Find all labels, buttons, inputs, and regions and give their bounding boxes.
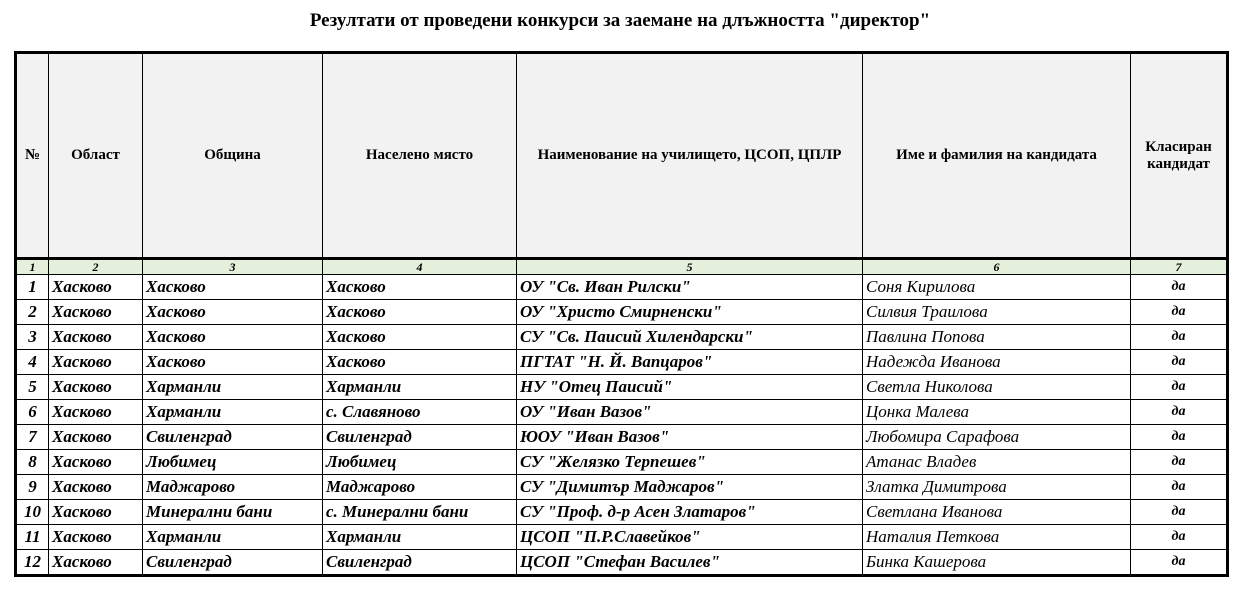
column-number: 5 — [517, 259, 863, 275]
candidate-cell: Златка Димитрова — [863, 475, 1131, 500]
column-number: 6 — [863, 259, 1131, 275]
ranked-cell: да — [1131, 450, 1228, 475]
region-cell: Хасково — [49, 375, 143, 400]
row-number: 5 — [16, 375, 49, 400]
settlement-cell: Хасково — [323, 350, 517, 375]
results-table — [14, 51, 1229, 577]
region-cell: Хасково — [49, 500, 143, 525]
ranked-cell: да — [1131, 350, 1228, 375]
candidate-cell: Наталия Петкова — [863, 525, 1131, 550]
municipality-cell: Свиленград — [143, 425, 323, 450]
table-row — [16, 425, 1228, 450]
table-row — [16, 550, 1228, 576]
column-number: 7 — [1131, 259, 1228, 275]
settlement-cell: Свиленград — [323, 550, 517, 576]
school-cell: СУ "Проф. д-р Асен Златаров" — [517, 500, 863, 525]
table-row — [16, 450, 1228, 475]
municipality-cell: Хасково — [143, 325, 323, 350]
settlement-cell: Харманли — [323, 375, 517, 400]
region-cell: Хасково — [49, 300, 143, 325]
ranked-cell: да — [1131, 275, 1228, 300]
school-cell: ОУ "Св. Иван Рилски" — [517, 275, 863, 300]
row-number: 1 — [16, 275, 49, 300]
table-row — [16, 325, 1228, 350]
candidate-cell: Силвия Траилова — [863, 300, 1131, 325]
header-candidate-name: Име и фамилия на кандидата — [863, 53, 1131, 259]
header-ranked-candidate: Класиран кандидат — [1131, 53, 1228, 259]
header-settlement: Населено място — [323, 53, 517, 259]
municipality-cell: Хасково — [143, 275, 323, 300]
table-row — [16, 400, 1228, 425]
school-cell: ОУ "Христо Смирненски" — [517, 300, 863, 325]
ranked-cell: да — [1131, 325, 1228, 350]
municipality-cell: Маджарово — [143, 475, 323, 500]
table-row — [16, 275, 1228, 300]
ranked-cell: да — [1131, 425, 1228, 450]
row-number: 11 — [16, 525, 49, 550]
region-cell: Хасково — [49, 400, 143, 425]
row-number: 8 — [16, 450, 49, 475]
municipality-cell: Харманли — [143, 400, 323, 425]
ranked-cell: да — [1131, 525, 1228, 550]
column-number-row — [16, 259, 1228, 275]
ranked-cell: да — [1131, 500, 1228, 525]
candidate-cell: Павлина Попова — [863, 325, 1131, 350]
settlement-cell: Хасково — [323, 300, 517, 325]
table-row — [16, 525, 1228, 550]
candidate-cell: Любомира Сарафова — [863, 425, 1131, 450]
candidate-cell: Атанас Владев — [863, 450, 1131, 475]
region-cell: Хасково — [49, 475, 143, 500]
ranked-cell: да — [1131, 475, 1228, 500]
municipality-cell: Минерални бани — [143, 500, 323, 525]
table-row — [16, 475, 1228, 500]
settlement-cell: Свиленград — [323, 425, 517, 450]
settlement-cell: Маджарово — [323, 475, 517, 500]
candidate-cell: Светла Николова — [863, 375, 1131, 400]
school-cell: ЮОУ "Иван Вазов" — [517, 425, 863, 450]
candidate-cell: Соня Кирилова — [863, 275, 1131, 300]
row-number: 3 — [16, 325, 49, 350]
row-number: 9 — [16, 475, 49, 500]
ranked-cell: да — [1131, 550, 1228, 576]
header-number: № — [16, 53, 49, 259]
table-row — [16, 350, 1228, 375]
ranked-cell: да — [1131, 400, 1228, 425]
school-cell: СУ "Димитър Маджаров" — [517, 475, 863, 500]
school-cell: ОУ "Иван Вазов" — [517, 400, 863, 425]
row-number: 2 — [16, 300, 49, 325]
municipality-cell: Свиленград — [143, 550, 323, 576]
municipality-cell: Хасково — [143, 350, 323, 375]
table-row — [16, 500, 1228, 525]
settlement-cell: с. Славяново — [323, 400, 517, 425]
candidate-cell: Бинка Кашерова — [863, 550, 1131, 576]
region-cell: Хасково — [49, 350, 143, 375]
region-cell: Хасково — [49, 450, 143, 475]
row-number: 10 — [16, 500, 49, 525]
header-municipality: Община — [143, 53, 323, 259]
school-cell: НУ "Отец Паисий" — [517, 375, 863, 400]
column-number: 2 — [49, 259, 143, 275]
municipality-cell: Любимец — [143, 450, 323, 475]
page-title: Резултати от проведени конкурси за заемане на длъжността "директор" — [309, 10, 931, 31]
candidate-cell: Цонка Малева — [863, 400, 1131, 425]
column-number: 4 — [323, 259, 517, 275]
region-cell: Хасково — [49, 325, 143, 350]
region-cell: Хасково — [49, 525, 143, 550]
row-number: 7 — [16, 425, 49, 450]
municipality-cell: Харманли — [143, 375, 323, 400]
region-cell: Хасково — [49, 425, 143, 450]
candidate-cell: Надежда Иванова — [863, 350, 1131, 375]
ranked-cell: да — [1131, 375, 1228, 400]
candidate-cell: Светлана Иванова — [863, 500, 1131, 525]
settlement-cell: Хасково — [323, 275, 517, 300]
school-cell: ЦСОП "Стефан Василев" — [517, 550, 863, 576]
column-number: 1 — [16, 259, 49, 275]
row-number: 12 — [16, 550, 49, 576]
municipality-cell: Хасково — [143, 300, 323, 325]
table-row — [16, 375, 1228, 400]
settlement-cell: с. Минерални бани — [323, 500, 517, 525]
school-cell: СУ "Желязко Терпешев" — [517, 450, 863, 475]
school-cell: СУ "Св. Паисий Хилендарски" — [517, 325, 863, 350]
table-row — [16, 300, 1228, 325]
header-row — [16, 53, 1228, 259]
row-number: 4 — [16, 350, 49, 375]
ranked-cell: да — [1131, 300, 1228, 325]
row-number: 6 — [16, 400, 49, 425]
settlement-cell: Хасково — [323, 325, 517, 350]
municipality-cell: Харманли — [143, 525, 323, 550]
region-cell: Хасково — [49, 275, 143, 300]
header-region: Област — [49, 53, 143, 259]
settlement-cell: Харманли — [323, 525, 517, 550]
column-number: 3 — [143, 259, 323, 275]
school-cell: ЦСОП "П.Р.Славейков" — [517, 525, 863, 550]
header-school-name: Наименование на училището, ЦСОП, ЦПЛР — [517, 53, 863, 259]
settlement-cell: Любимец — [323, 450, 517, 475]
school-cell: ПГТАТ "Н. Й. Вапцаров" — [517, 350, 863, 375]
region-cell: Хасково — [49, 550, 143, 576]
